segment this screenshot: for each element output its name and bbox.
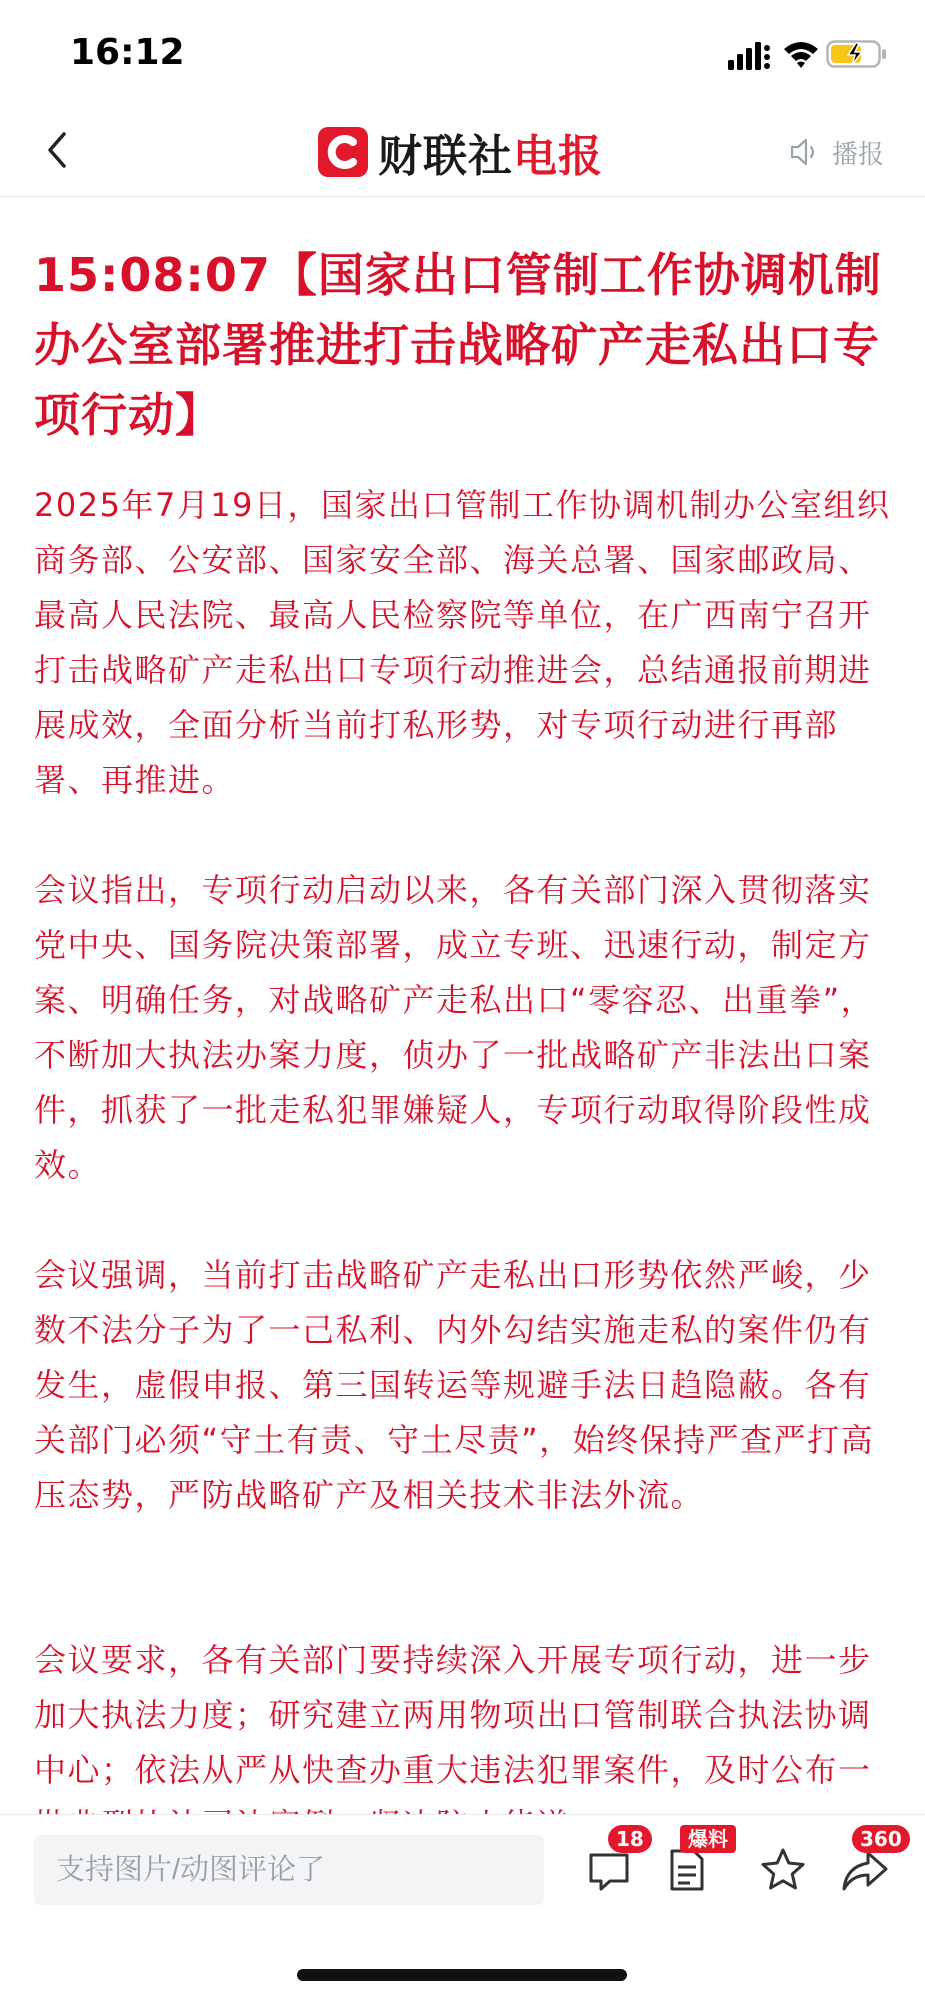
comment-count-badge: 18 (608, 1825, 652, 1853)
status-time: 16:12 (70, 32, 185, 73)
comment-button[interactable] (582, 1827, 644, 1897)
cls-logo-icon (318, 127, 368, 177)
article-paragraph: 会议要求，各有关部门要持续深入开展专项行动，进一步加大执法力度；研究建立两用物项出口管制联合执法协调中心；依法从严从快查办重大违法犯罪案件，及时公布一 (34, 1641, 872, 1789)
tipoff-button[interactable] (660, 1827, 728, 1897)
status-bar (0, 0, 925, 110)
article (34, 240, 894, 450)
article-paragraph: 会议强调，当前打击战略矿产走私出口形势依然严峻，少数不法分子为了一己私利、内外勾结实施走私的案件仍有发生，虚假申报、第三国转运等规避手法日趋隐蔽。各有关部门必须“守土有责、守土尽责”，始终保持严查严打高压态势，严防战略矿产及相关技术非法外流。 (34, 1256, 875, 1514)
speaker-icon (788, 135, 822, 169)
brand-name: 财联社 (378, 131, 513, 182)
star-icon (756, 1843, 810, 1897)
comment-input[interactable] (34, 1835, 544, 1905)
share-button[interactable] (838, 1827, 902, 1897)
article-paragraph: 2025年7月19日，国家出口管制工作协调机制办公室组织商务部、公安部、国家安全部、海关总署、国家邮政局、最高人民法院、最高人民检察院等单位，在广西南宁召开打击战略矿产走私出口专项行动推进会，总结通报前期进展成效，全面分析当前打私形势，对专项行动进行再部署、再推进。 (34, 486, 891, 799)
nav-bar (0, 110, 925, 197)
share-count-badge: 360 (852, 1825, 910, 1853)
article-title: 15:08:07【国家出口管制工作协调机制办公室部署推进打击战略矿产走私出口专项行动】 (34, 248, 882, 442)
brand-logo (318, 118, 603, 186)
back-arrow-icon[interactable] (40, 124, 76, 176)
broadcast-label: 播报 (832, 139, 885, 170)
wifi-icon (782, 38, 820, 70)
battery-charging-icon (826, 38, 888, 70)
brand-suffix: 电报 (513, 131, 603, 182)
article-paragraph: 会议指出，专项行动启动以来，各有关部门深入贯彻落实党中央、国务院决策部署，成立专班、迅速行动，制定方案、明确任务，对战略矿产走私出口“零容忍、出重拳”，不断加大执法办案力度，侦办了一批战略矿产非法出口案件，抓获了一批走私犯罪嫌疑人，专项行动取得阶段性成效。 (34, 871, 875, 1184)
favorite-button[interactable] (756, 1843, 810, 1897)
cellular-signal-icon (728, 40, 772, 70)
tipoff-badge: 爆料 (680, 1825, 736, 1853)
home-indicator[interactable] (297, 1969, 627, 1981)
broadcast-button[interactable] (788, 128, 884, 176)
bottom-action-bar (0, 1814, 925, 2001)
